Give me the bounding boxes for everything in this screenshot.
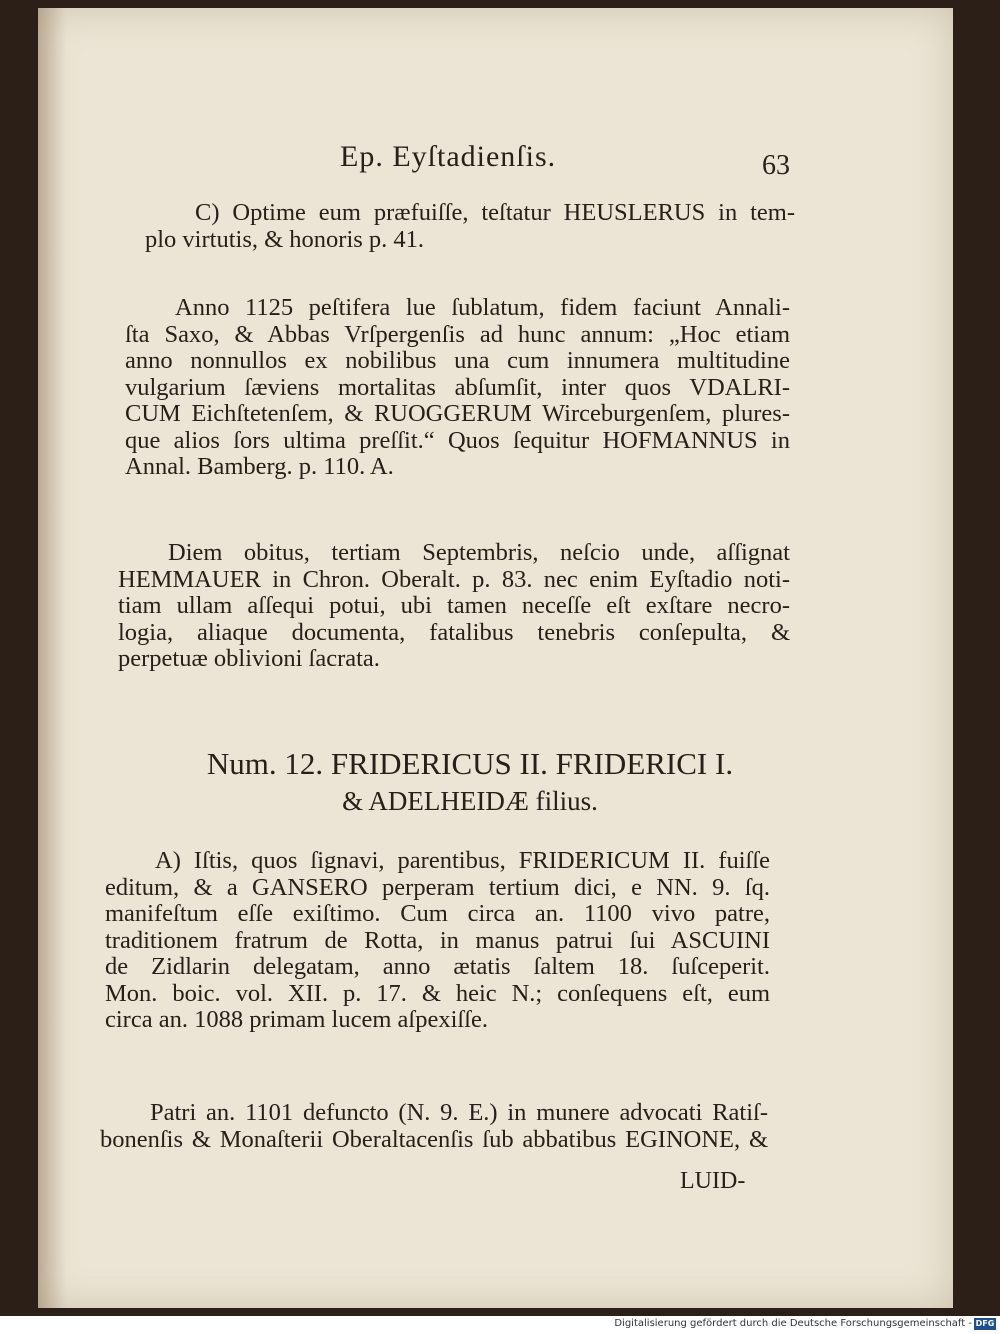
paragraph-line: bonenſis & Monaſterii Oberaltacenſis ſub abbatibus EGINONE, &: [100, 1125, 768, 1153]
paragraph-line: perpetuæ oblivioni ſacrata.: [118, 645, 380, 672]
paragraph-line: ſta Saxo, & Abbas Vrſpergenſis ad hunc annum: „Hoc etiam: [125, 320, 790, 348]
heading-line-2: & ADELHEIDÆ filius.: [342, 786, 598, 816]
paragraph-line: HEMMAUER in Chron. Oberalt. p. 83. nec enim Eyſtadio noti-: [118, 565, 790, 593]
paragraph-a: [105, 848, 770, 1034]
paragraph-line: Anno 1125 peſtifera lue ſublatum, fidem faciunt Annali-: [175, 294, 790, 321]
paragraph-line: editum, & a GANSERO perperam tertium dici, e NN. 9. ſq.: [105, 873, 770, 901]
note-c: [145, 200, 795, 253]
paragraph-patri: [100, 1100, 768, 1153]
paragraph-line: que alios ſors ultima preſſit.“ Quos ſequitur HOFMANNUS in: [125, 426, 790, 454]
note-c-line: C) Optime eum præfuiſſe, teſtatur HEUSLERUS in tem-: [195, 199, 795, 226]
dfg-logo-icon: DFG: [975, 1319, 995, 1328]
paragraph-line: Patri an. 1101 defuncto (N. 9. E.) in munere advocati Ratiſ-: [150, 1099, 768, 1126]
paragraph-line: vulgarium ſæviens mortalitas abſumſit, inter quos VDALRI-: [125, 373, 790, 401]
paragraph-line: CUM Eichſtetenſem, & RUOGGERUM Wirceburgenſem, plures-: [125, 400, 790, 427]
paragraph-diem: [118, 540, 790, 673]
section-heading: [150, 745, 790, 819]
paragraph-anno: [125, 295, 790, 481]
paragraph-line: logia, aliaque documenta, fatalibus tenebris conſepulta, &: [118, 618, 790, 646]
catchword: LUID-: [680, 1168, 746, 1194]
page-number: 63: [762, 150, 790, 181]
paragraph-line: Diem obitus, tertiam Septembris, neſcio unde, aſſignat: [168, 539, 790, 566]
paragraph-line: tiam ullam aſſequi potui, ubi tamen neceſſe eſt exſtare necro-: [118, 592, 790, 619]
paragraph-line: de Zidlarin delegatam, anno ætatis ſaltem 18. ſuſceperit.: [105, 953, 770, 980]
heading-line-1: Num. 12. FRIDERICUS II. FRIDERICI I.: [206, 746, 734, 781]
running-title: Ep. Eyſtadienſis.: [340, 140, 557, 173]
paragraph-line: Annal. Bamberg. p. 110. A.: [125, 453, 394, 480]
paragraph-line: anno nonnullos ex nobilibus una cum innumera multitudine: [125, 347, 790, 374]
paragraph-line: manifeſtum eſſe exiſtimo. Cum circa an. 1100 vivo patre,: [105, 900, 770, 927]
paragraph-line: Mon. boic. vol. XII. p. 17. & heic N.; conſequens eſt, eum: [105, 979, 770, 1007]
paragraph-line: A) Iſtis, quos ſignavi, parentibus, FRIDERICUM II. fuiſſe: [155, 847, 770, 874]
note-c-line: plo virtutis, & honoris p. 41.: [145, 225, 425, 253]
paragraph-line: traditionem fratrum de Rotta, in manus patrui ſui ASCUINI: [105, 926, 770, 954]
digitization-credit: Digitalisierung gefördert durch die Deutsche Forschungsgemeinschaft -: [614, 1318, 972, 1329]
paragraph-line: circa an. 1088 primam lucem aſpexiſſe.: [105, 1006, 489, 1033]
page-header: [340, 140, 790, 180]
